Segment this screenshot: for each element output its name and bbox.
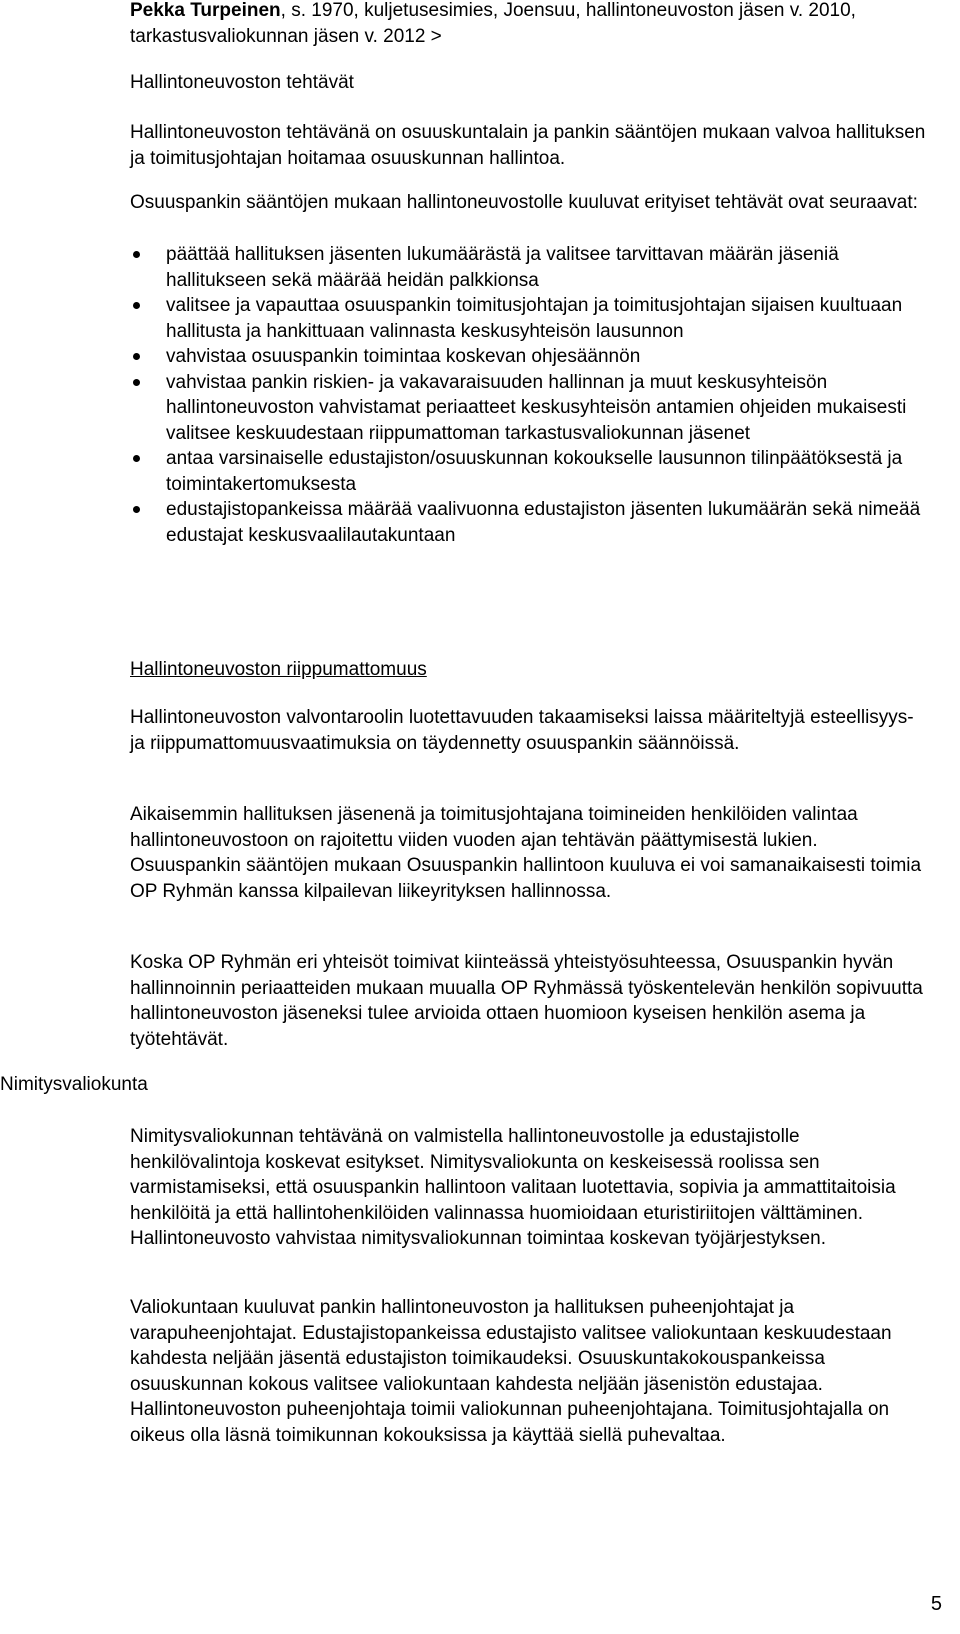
list-item: edustajistopankeissa määrää vaalivuonna edustajiston jäsenten lukumäärän sekä nimeää edustajat keskusvaalilautakuntaan (130, 497, 930, 548)
person-name: Pekka Turpeinen (130, 0, 281, 21)
nomination-heading: Nimitysvaliokunta (0, 1074, 148, 1095)
independence-heading: Hallintoneuvoston riippumattomuus (130, 659, 427, 680)
intro-paragraph (130, 0, 930, 49)
list-item: vahvistaa pankin riskien- ja vakavaraisuuden hallinnan ja muut keskusyhteisön hallintoneuvoston vahvistamat periaatteet keskusyhteisön antamien ohjeiden mukaisesti valitsee keskuudestaan riippumattoman tarkastusvaliokunnan jäsenet (130, 370, 930, 447)
list-item: antaa varsinaiselle edustajiston/osuuskunnan kokoukselle lausunnon tilinpäätöksestä ja toimintakertomuksesta (130, 446, 930, 497)
list-item: vahvistaa osuuspankin toimintaa koskevan ohjesäännön (130, 344, 930, 370)
list-item: valitsee ja vapauttaa osuuspankin toimitusjohtajan ja toimitusjohtajan sijaisen kuultuaan hallitusta ja hankittuaan valinnasta keskusyhteisön lausunnon (130, 293, 930, 344)
nomination-paragraph-2: Valiokuntaan kuuluvat pankin hallintoneuvoston ja hallituksen puheenjohtajat ja varapuheenjohtajat. Edustajistopankeissa edustajisto valitsee valiokuntaan keskuudestaan kahdesta neljään jäsentä edustajiston toimikaudeksi. Osuuskuntakokouspankeissa osuuskunnan kokous valitsee valiokuntaan kahdesta neljään jäsenistön edustajaa. Hallintoneuvoston puheenjohtaja toimii valiokunnan puheenjohtajana. Toimitusjohtajalla on oikeus olla läsnä toimikunnan kokouksissa ja käyttää siellä puhevaltaa. (130, 1297, 892, 1446)
tasks-paragraph-2: Osuuspankin sääntöjen mukaan hallintoneuvostolle kuuluvat erityiset tehtävät ovat seuraavat: (130, 192, 918, 213)
independence-paragraph-2: Aikaisemmin hallituksen jäsenenä ja toimitusjohtajana toimineiden henkilöiden valintaa hallintoneuvostoon on rajoitettu viiden vuoden ajan tehtävän päättymisestä lukien. Osuuspankin sääntöjen mukaan Osuuspankin hallintoon kuuluva ei voi samanaikaisesti toimia OP Ryhmän kanssa kilpailevan liikeyrityksen hallinnossa. (130, 804, 922, 902)
tasks-bullet-list (130, 242, 930, 548)
nomination-paragraph-1: Nimitysvaliokunnan tehtävänä on valmistella hallintoneuvostolle ja edustajistolle henkilövalintoja koskevat esitykset. Nimitysvaliokunta on keskeisessä roolissa sen varmistamiseksi, että osuuspankin hallintoon valitaan luotettavia, sopivia ja ammattitaitoisia henkilöitä ja että hallintohenkilöiden valinnassa huomioidaan eturistiriitojen välttäminen. Hallintoneuvosto vahvistaa nimitysvaliokunnan toimintaa koskevan työjärjestyksen. (130, 1126, 896, 1249)
page-number: 5 (930, 1593, 942, 1615)
independence-paragraph-1: Hallintoneuvoston valvontaroolin luotettavuuden takaamiseksi laissa määriteltyjä esteellisyys- ja riippumattomuusvaatimuksia on täydennetty osuuspankin säännöissä. (130, 707, 914, 754)
tasks-paragraph-1: Hallintoneuvoston tehtävänä on osuuskuntalain ja pankin sääntöjen mukaan valvoa hallituksen ja toimitusjohtajan hoitamaa osuuskunnan hallintoa. (130, 122, 926, 169)
person-details: , s. 1970, kuljetusesimies, Joensuu, hallintoneuvoston jäsen v. 2010, tarkastusvaliokunnan jäsen v. 2012 > (130, 0, 856, 47)
tasks-heading: Hallintoneuvoston tehtävät (130, 72, 354, 93)
list-item: päättää hallituksen jäsenten lukumäärästä ja valitsee tarvittavan määrän jäseniä hallitukseen sekä määrää heidän palkkionsa (130, 242, 930, 293)
independence-paragraph-3: Koska OP Ryhmän eri yhteisöt toimivat kiinteässä yhteistyösuhteessa, Osuuspankin hyvän hallinnoinnin periaatteiden mukaan muualla OP Ryhmässä työskentelevän henkilön sopivuutta hallintoneuvoston jäseneksi tulee arvioida ottaen huomioon kyseisen henkilön asema ja työtehtävät. (130, 952, 923, 1050)
